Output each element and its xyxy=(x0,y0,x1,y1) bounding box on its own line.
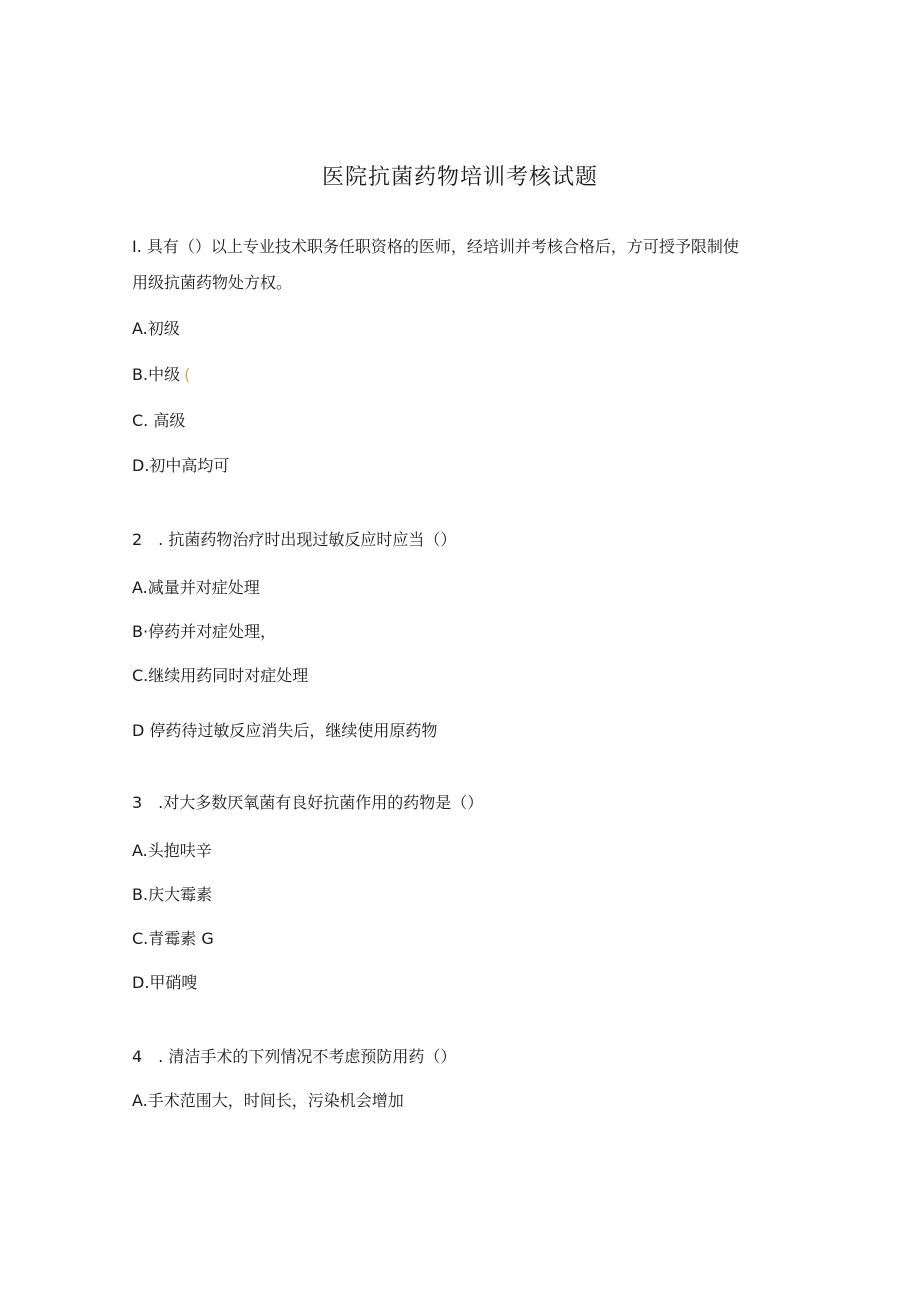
question-3-option-b: B.庆大霉素 xyxy=(132,885,213,904)
question-2-option-a: A.减量并对症处理 xyxy=(132,578,260,597)
question-2-option-c: C.继续用药同时对症处理 xyxy=(132,666,309,685)
option-text: B.中级 xyxy=(132,365,181,384)
stray-mark: ( xyxy=(184,365,191,384)
question-1-option-a: A.初级 xyxy=(132,319,180,338)
question-4-stem: 4 . 清洁手术的下列情况不考虑预防用药（） xyxy=(132,1047,457,1066)
question-1-option-d: D.初中高均可 xyxy=(132,456,230,475)
question-2-option-b: B·停药并对症处理， xyxy=(132,622,277,641)
question-3-option-c: C.青霉素 G xyxy=(132,929,214,948)
question-3-stem: 3 .对大多数厌氧菌有良好抗菌作用的药物是（） xyxy=(132,793,484,812)
question-1-stem-line-1: I. 具有（）以上专业技术职务任职资格的医师，经培训并考核合格后，方可授予限制使 xyxy=(132,237,739,256)
question-1-stem-line-2: 用级抗菌药物处方权。 xyxy=(132,273,293,292)
page-title: 医院抗菌药物培训考核试题 xyxy=(321,165,598,190)
question-3-option-a: A.头抱呋辛 xyxy=(132,841,212,860)
question-1-option-b xyxy=(132,364,190,386)
question-2-stem: 2 . 抗菌药物治疗时出现过敏反应时应当（） xyxy=(132,530,457,549)
question-3-option-d: D.甲硝嗖 xyxy=(132,973,198,992)
question-4-option-a: A.手术范围大，时间长，污染机会增加 xyxy=(132,1091,404,1110)
question-1-option-c: C. 高级 xyxy=(132,411,186,430)
question-2-option-d: D 停药待过敏反应消失后，继续使用原药物 xyxy=(132,721,438,740)
